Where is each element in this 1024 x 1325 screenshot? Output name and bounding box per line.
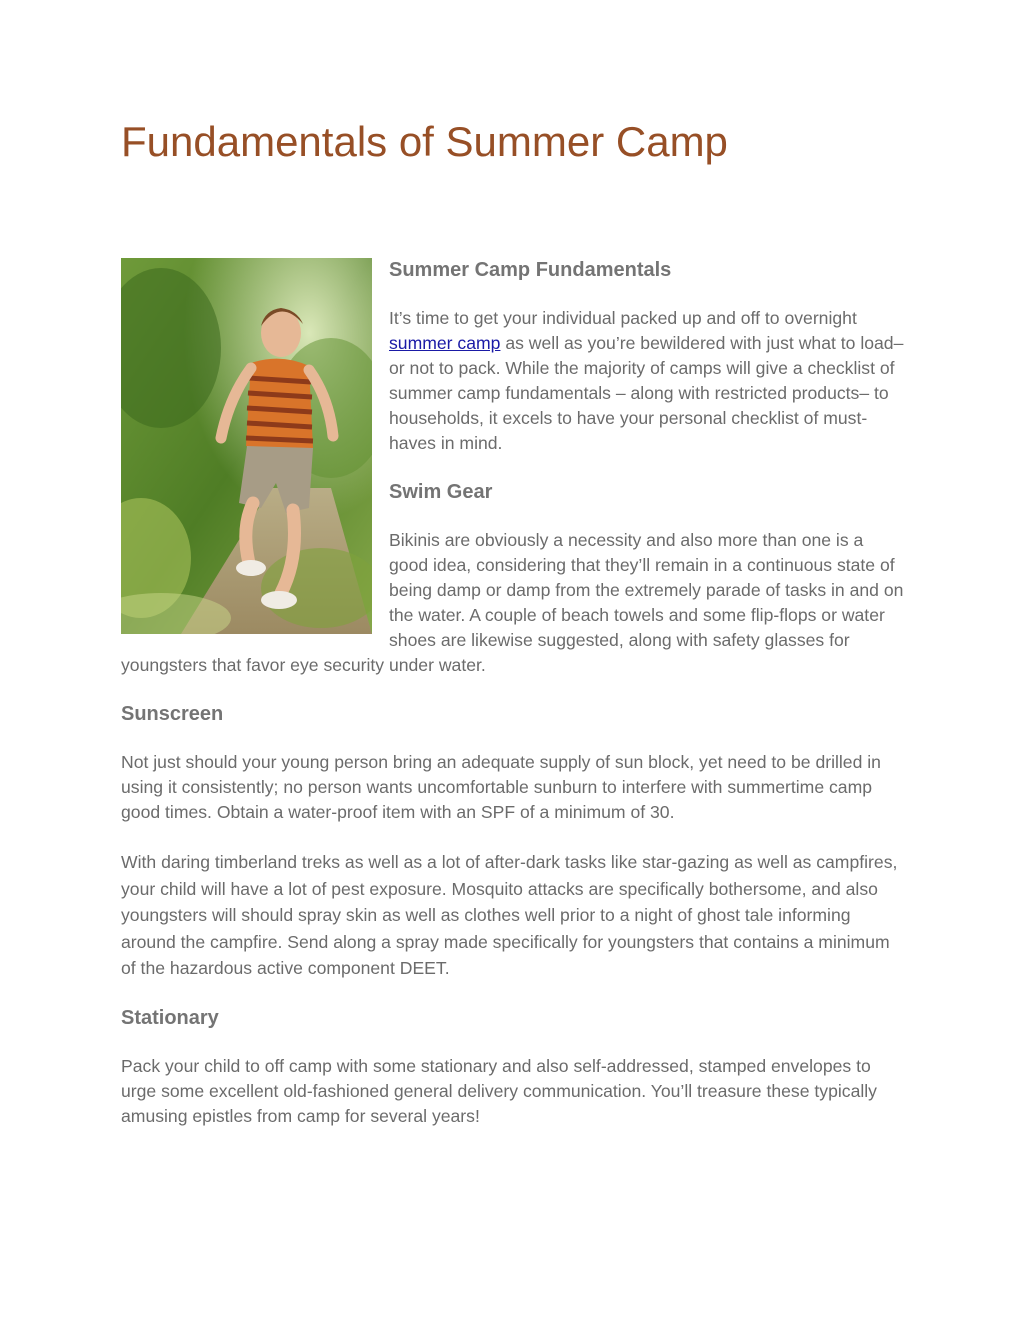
stationary-paragraph: Pack your child to off camp with some stationary and also self-addressed, stamped envelopes to urge some excellent old-fashioned general delivery communication. You’ll treasure these typically amusing epistles from camp for several years!: [121, 1055, 877, 1126]
intro-text-end: as well as you’re bewildered with just what to load– or not to pack. While the majority of camps will give a checklist of summer camp fundamentals – along with restricted products– to households, it excels to have your personal checklist of must-haves in mind.: [389, 333, 904, 453]
boy-running-photo: [121, 258, 372, 634]
summer-camp-link[interactable]: summer camp: [389, 333, 501, 353]
page-title: Fundamentals of Summer Camp: [121, 118, 728, 165]
article-body: [121, 256, 906, 1129]
intro-text-start: It’s time to get your individual packed up and off to overnight: [389, 308, 857, 328]
sunscreen-paragraph-2: With daring timberland treks as well as a lot of after-dark tasks like star-gazing as well as campfires, your child will have a lot of pest exposure. Mosquito attacks are specifically bothersome, and also youngsters will should spray skin as well as clothes well prior to a night of ghost tale informing around the campfire. Send along a spray made specifically for youngsters that contains a minimum of the hazardous active component DEET.: [121, 852, 898, 978]
intro-heading: Summer Camp Fundamentals: [389, 259, 672, 281]
stationary-heading: Stationary: [121, 1006, 219, 1029]
swim-gear-paragraph: Bikinis are obviously a necessity and also more than one is a good idea, considering that they’ll remain in a continuous state of being damp or damp from the extremely parade of tasks in and on the water. A couple of beach towels and some flip-flops or water shoes are likewise suggested, along with safety glasses for youngsters that favor eye security under water.: [121, 530, 904, 675]
sunscreen-paragraph-1: Not just should your young person bring an adequate supply of sun block, yet need to be drilled in using it consistently; no person wants uncomfortable sunburn to interfere with summertime camp good times. Obtain a water-proof item with an SPF of a minimum of 30.: [121, 752, 881, 822]
swim-gear-heading: Swim Gear: [389, 481, 493, 503]
sunscreen-heading: Sunscreen: [121, 703, 224, 725]
